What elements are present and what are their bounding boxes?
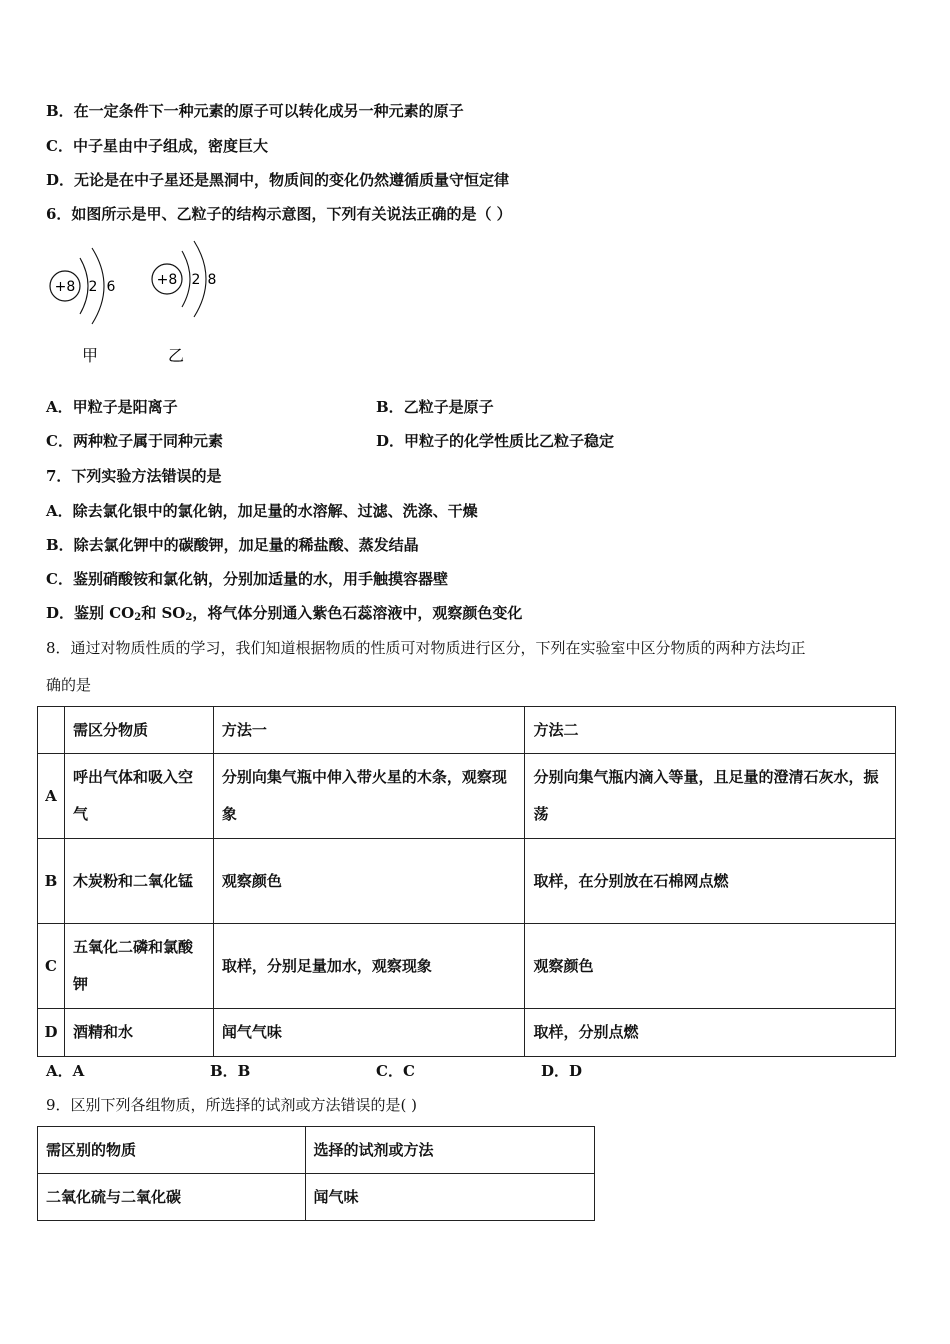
table-header-row [38,707,896,754]
particle-a-nucleus: +8 [54,279,76,295]
q6-option-a: A．甲粒子是阳离子 [46,398,178,416]
q8-table [37,706,896,1057]
table-row [38,839,896,924]
q9-table [37,1126,595,1221]
particle-b-label: 乙 [167,346,185,365]
particle-a-label: 甲 [81,346,99,365]
q5-option-d: D．无论是在中子星还是黑洞中，物质间的变化仍然遵循质量守恒定律 [46,171,510,189]
q6-option-c: C．两种粒子属于同种元素 [46,432,223,450]
row-method2: 观察颜色 [525,924,896,1009]
table-row [38,1009,896,1057]
q5-option-c: C．中子星由中子组成，密度巨大 [46,137,268,155]
q6-option-b: B．乙粒子是原子 [376,398,494,416]
row-substance: 五氧化二磷和氯酸钾 [64,924,213,1009]
q8-answer-a: A．A [46,1062,85,1080]
header-reagent: 选择的试剂或方法 [305,1127,594,1174]
row-method2: 分别向集气瓶内滴入等量，且足量的澄清石灰水，振荡 [525,754,896,839]
particle-a-e2: 6 [106,279,116,295]
header-method2: 方法二 [525,707,896,754]
q8-answer-c: C．C [376,1062,415,1080]
table-row [38,754,896,839]
row-method2: 取样，在分别放在石棉网点燃 [525,839,896,924]
q8-answer-d: D．D [541,1062,583,1080]
row-label: A [38,754,65,839]
particle-structure-diagram [40,236,240,366]
row-reagent: 闻气味 [305,1174,594,1221]
particle-b-shell1-icon [182,251,190,307]
header-substances: 需区别的物质 [38,1127,306,1174]
row-label: B [38,839,65,924]
row-method2: 取样，分别点燃 [525,1009,896,1057]
header-method1: 方法一 [213,707,525,754]
particle-a-shell1-icon [80,258,88,314]
particle-b-e2: 8 [207,272,217,288]
q6-option-d: D．甲粒子的化学性质比乙粒子稳定 [376,432,615,450]
table-row [38,924,896,1009]
q7-stem: 7．下列实验方法错误的是 [46,467,222,485]
q8-answer-b: B．B [210,1062,251,1080]
particle-a-diagram [50,248,116,365]
row-substance: 酒精和水 [64,1009,213,1057]
q5-option-b: B．在一定条件下一种元素的原子可以转化成另一种元素的原子 [46,102,464,120]
row-method1: 分别向集气瓶中伸入带火星的木条，观察现象 [213,754,525,839]
row-substance: 呼出气体和吸入空气 [64,754,213,839]
table-header-row [38,1127,595,1174]
particle-b-nucleus: +8 [156,272,178,288]
row-method1: 闻气气味 [213,1009,525,1057]
row-substance: 木炭粉和二氧化锰 [64,839,213,924]
table-row [38,1174,595,1221]
q7-option-c: C．鉴别硝酸铵和氯化钠，分别加适量的水，用手触摸容器壁 [46,570,448,588]
q8-stem-line2: 确的是 [46,676,92,694]
row-method1: 观察颜色 [213,839,525,924]
row-method1: 取样，分别足量加水，观察现象 [213,924,525,1009]
row-substances: 二氧化硫与二氧化碳 [38,1174,306,1221]
q6-stem: 6．如图所示是甲、乙粒子的结构示意图，下列有关说法正确的是（ ） [46,205,512,223]
row-label: C [38,924,65,1009]
q9-stem: 9．区别下列各组物质，所选择的试剂或方法错误的是( ) [46,1096,418,1114]
particle-a-e1: 2 [88,279,98,295]
row-label: D [38,1009,65,1057]
q7-option-d: D．鉴别 $CO_2$和 $SO_2$，将气体分别通入紫色石蕊溶液中，观察颜色变化 [46,604,523,623]
header-substance: 需区分物质 [64,707,213,754]
particle-b-e1: 2 [191,272,201,288]
q8-stem-line1: 8．通过对物质性质的学习，我们知道根据物质的性质可对物质进行区分，下列在实验室中区分物质的两种方法均正 [46,639,806,657]
particle-b-diagram [152,241,216,365]
q7-option-a: A．除去氯化银中的氯化钠，加足量的水溶解、过滤、洗涤、干燥 [46,502,478,520]
q7-option-b: B．除去氯化钾中的碳酸钾，加足量的稀盐酸、蒸发结晶 [46,536,419,554]
